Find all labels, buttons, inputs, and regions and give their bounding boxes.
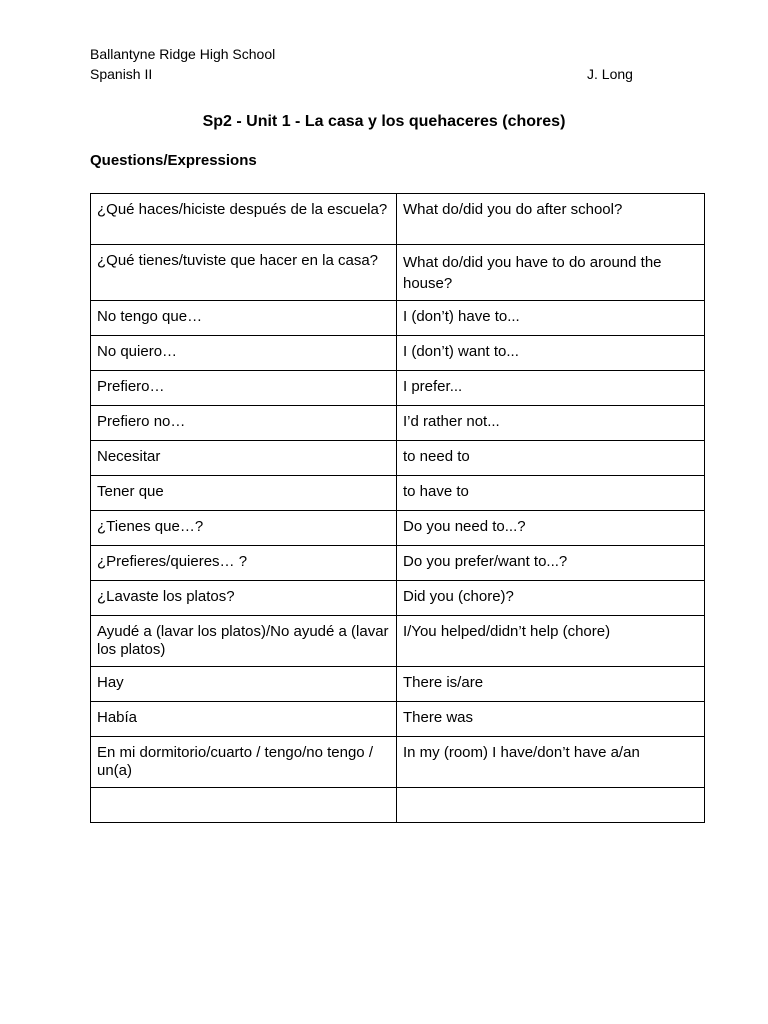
- table-row: [91, 511, 705, 546]
- spanish-cell: [91, 788, 397, 823]
- teacher-name: J. Long: [587, 66, 633, 82]
- table-row: [91, 194, 705, 245]
- english-cell: I’d rather not...: [397, 406, 705, 441]
- spanish-cell: No tengo que…: [91, 301, 397, 336]
- vocabulary-table: [90, 193, 705, 823]
- english-cell: I prefer...: [397, 371, 705, 406]
- table-row: [91, 546, 705, 581]
- table-row: [91, 336, 705, 371]
- spanish-cell: En mi dormitorio/cuarto / tengo/no tengo / un(a): [91, 737, 397, 788]
- table-row: [91, 476, 705, 511]
- english-cell: I/You helped/didn’t help (chore): [397, 616, 705, 667]
- page-title: Sp2 - Unit 1 - La casa y los quehaceres (chores): [202, 113, 566, 130]
- spanish-cell: Había: [91, 702, 397, 737]
- table-row: [91, 406, 705, 441]
- table-row: [91, 441, 705, 476]
- english-cell: I (don’t) have to...: [397, 301, 705, 336]
- spanish-cell: Prefiero no…: [91, 406, 397, 441]
- table-row: [91, 245, 705, 301]
- school-name: Ballantyne Ridge High School: [90, 46, 276, 62]
- spanish-cell: Tener que: [91, 476, 397, 511]
- english-cell: There was: [397, 702, 705, 737]
- spanish-cell: Hay: [91, 667, 397, 702]
- table-row: [91, 667, 705, 702]
- english-cell: Do you need to...?: [397, 511, 705, 546]
- table-row: [91, 616, 705, 667]
- english-cell: What do/did you do after school?: [397, 194, 705, 245]
- english-cell: to have to: [397, 476, 705, 511]
- course-name: Spanish II: [90, 66, 153, 82]
- english-cell: I (don’t) want to...: [397, 336, 705, 371]
- spanish-cell: No quiero…: [91, 336, 397, 371]
- spanish-cell: ¿Lavaste los platos?: [91, 581, 397, 616]
- spanish-cell: Necesitar: [91, 441, 397, 476]
- table-row: [91, 301, 705, 336]
- spanish-cell: ¿Prefieres/quieres… ?: [91, 546, 397, 581]
- english-cell: What do/did you have to do around the house?: [397, 245, 705, 301]
- spanish-cell: Ayudé a (lavar los platos)/No ayudé a (lavar los platos): [91, 616, 397, 667]
- spanish-cell: ¿Qué haces/hiciste después de la escuela?: [91, 194, 397, 245]
- english-cell: [397, 788, 705, 823]
- table-row: [91, 788, 705, 823]
- english-cell: to need to: [397, 441, 705, 476]
- english-cell: Do you prefer/want to...?: [397, 546, 705, 581]
- spanish-cell: ¿Qué tienes/tuviste que hacer en la casa?: [91, 245, 397, 301]
- spanish-cell: Prefiero…: [91, 371, 397, 406]
- table-row: [91, 737, 705, 788]
- table-row: [91, 371, 705, 406]
- english-cell: There is/are: [397, 667, 705, 702]
- table-row: [91, 581, 705, 616]
- english-cell: Did you (chore)?: [397, 581, 705, 616]
- section-heading: Questions/Expressions: [90, 152, 257, 169]
- english-cell: In my (room) I have/don’t have a/an: [397, 737, 705, 788]
- spanish-cell: ¿Tienes que…?: [91, 511, 397, 546]
- table-row: [91, 702, 705, 737]
